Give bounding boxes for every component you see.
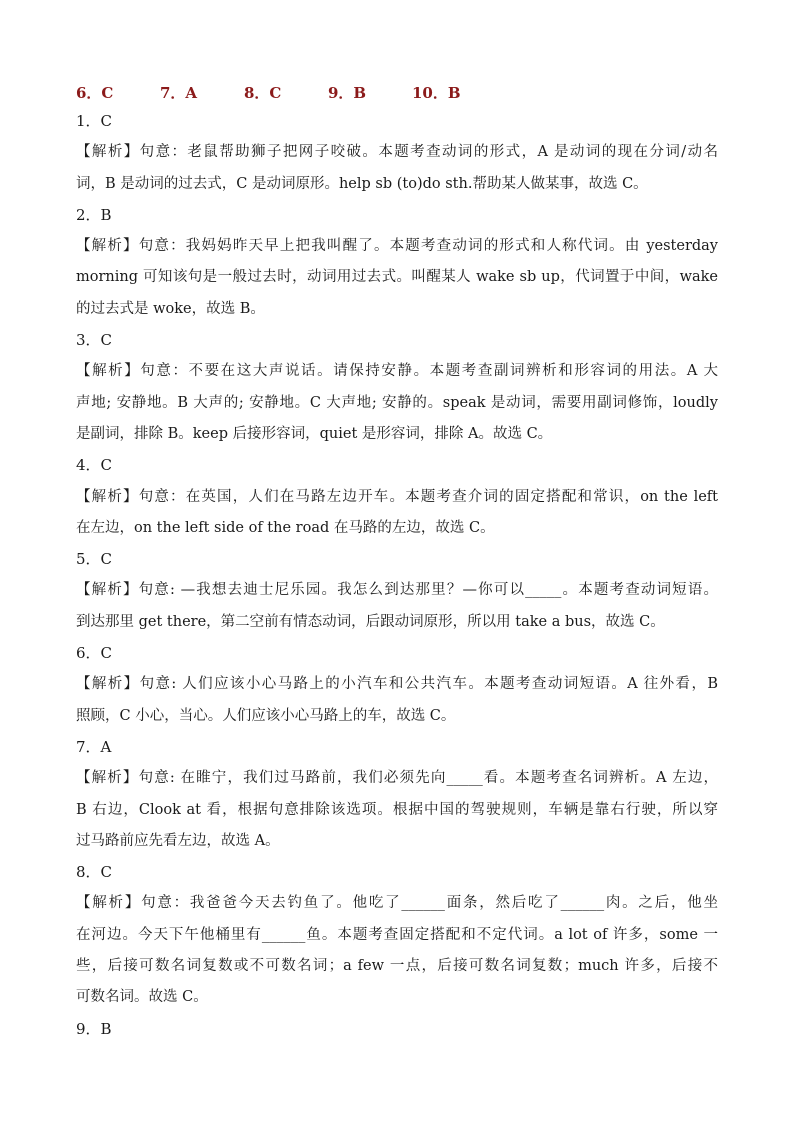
question-answer-line: 1．C [76,112,113,130]
question-answer-line: 3．C [76,331,113,350]
question-answer-line: 5．C [76,550,113,569]
explanation-line: 词，B 是动词的过去式，C 是动词原形。help sb (to)do sth.帮助某人做某事，故选 C。 [76,175,648,192]
explanation-line: morning 可知该句是一般过去时，动词用过去式。叫醒某人 wake sb up，代词置于中间，wake [76,269,718,286]
explanation-line: 【解析】句意：我妈妈昨天早上把我叫醒了。本题考查动词的形式和人称代词。由 yesterday [76,238,718,255]
answer-key-item: 9．B [328,83,367,102]
answer-key-row [76,78,718,106]
question-answer-line: 4．C [76,456,113,475]
explanation-body [76,106,718,1045]
explanation-line: 【解析】句意: 在睢宁，我们过马路前，我们必须先向_____看。本题考查名词辨析。A 左边， [76,770,718,787]
explanation-line: 声地; 安静地。B 大声的; 安静地。C 大声地; 安静的。speak 是动词，需要用副词修饰，loudly [76,394,718,411]
answer-key-item: 8．C [244,83,282,102]
explanation-line: 过马路前应先看左边，故选 A。 [76,832,280,849]
explanation-line: 【解析】句意：老鼠帮助狮子把网子咬破。本题考查动词的形式，A 是动词的现在分词/动名 [76,144,718,161]
question-answer-line: 7．A [76,737,112,756]
answer-key-item: 7．A [160,83,198,102]
explanation-line: 【解析】句意：不要在这大声说话。请保持安静。本题考查副词辨析和形容词的用法。A 大 [76,363,718,380]
explanation-line: 【解析】句意: 人们应该小心马路上的小汽车和公共汽车。本题考查动词短语。A 往外看，B [76,676,718,693]
explanation-line: 到达那里 get there，第二空前有情态动词，后跟动词原形，所以用 take a bus，故选 C。 [76,613,665,630]
answer-key-item: 10．B [412,83,461,102]
question-answer-line: 6．C [76,644,113,663]
explanation-line: 在左边，on the left side of the road 在马路的左边，故选 C。 [76,519,495,536]
explanation-line: 照顾，C 小心，当心。人们应该小心马路上的车，故选 C。 [76,707,456,724]
explanation-line: 些，后接可数名词复数或不可数名词；a few 一点，后接可数名词复数；much 许多，后接不 [76,958,718,975]
explanation-line: 【解析】句意: —我想去迪士尼乐园。我怎么到达那里？—你可以_____。本题考查动词短语。 [76,582,718,599]
explanation-line: 【解析】句意：我爸爸今天去钓鱼了。他吃了______面条，然后吃了______肉。之后，他坐 [76,895,718,912]
question-answer-line: 9．B [76,1019,112,1038]
explanation-line: 的过去式是 woke，故选 B。 [76,300,265,317]
explanation-line: 是副词，排除 B。keep 后接形容词，quiet 是形容词，排除 A。故选 C。 [76,425,553,442]
explanation-line: 在河边。今天下午他桶里有______鱼。本题考查固定搭配和不定代词。a lot of 许多，some 一 [76,926,718,943]
question-answer-line: 8．C [76,863,113,882]
question-answer-line: 2．B [76,205,112,224]
explanation-line: 可数名词。故选 C。 [76,989,208,1006]
explanation-line: 【解析】句意：在英国，人们在马路左边开车。本题考查介词的固定搭配和常识，on the left [76,488,718,505]
explanation-line: B 右边，Clook at 看，根据句意排除该选项。根据中国的驾驶规则，车辆是靠右行驶，所以穿 [76,801,718,818]
answer-page [76,78,718,1045]
answer-key-item: 6．C [76,83,114,102]
